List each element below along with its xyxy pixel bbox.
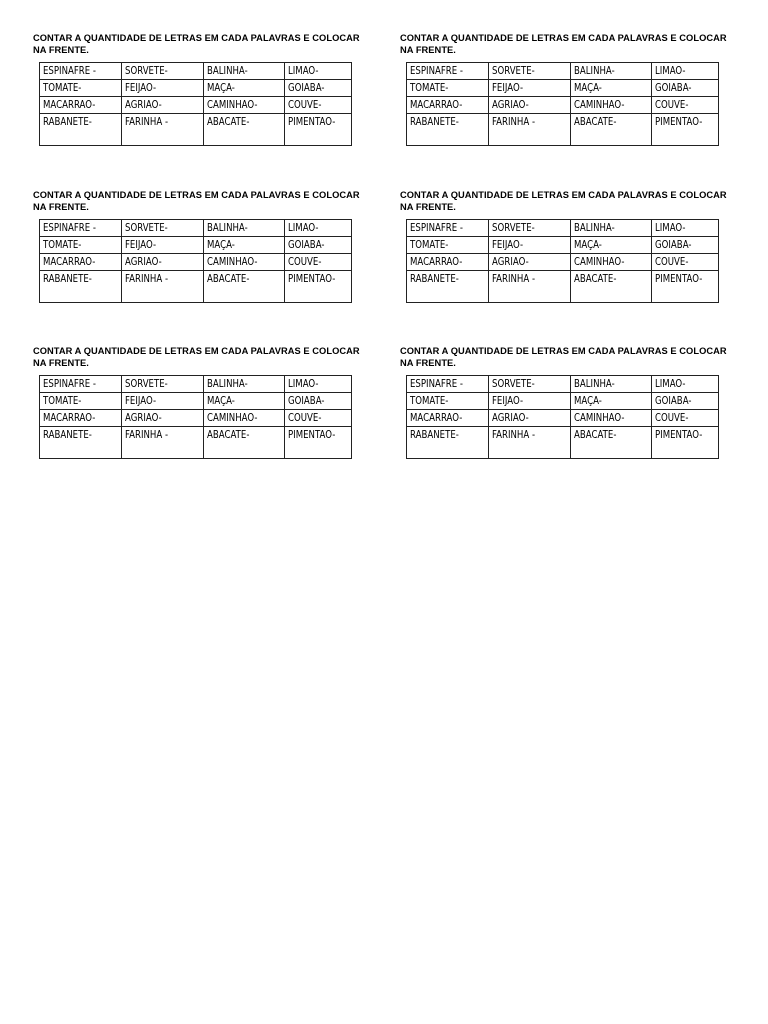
word-cell: PIMENTAO- — [652, 427, 719, 459]
table-row — [407, 393, 719, 410]
word-cell: ABACATE- — [204, 427, 285, 459]
worksheet-1 — [33, 32, 363, 128]
worksheet-4 — [400, 189, 730, 285]
worksheet-title: CONTAR A QUANTIDADE DE LETRAS EM CADA PALAVRAS E COLOCAR NA FRENTE. — [400, 190, 727, 212]
table-row — [40, 427, 352, 459]
word-cell: FARINHA - — [489, 427, 571, 459]
word-cell: FEIJAO- — [489, 393, 571, 410]
table-row — [40, 80, 352, 97]
worksheet-title: CONTAR A QUANTIDADE DE LETRAS EM CADA PALAVRAS E COLOCAR NA FRENTE. — [33, 190, 360, 212]
word-cell: LIMAO- — [285, 63, 352, 80]
word-cell: MAÇA- — [571, 80, 652, 97]
word-cell: CAMINHAO- — [571, 97, 652, 114]
word-table — [406, 219, 719, 303]
word-cell: ABACATE- — [204, 114, 285, 146]
word-cell: SORVETE- — [489, 63, 571, 80]
table-row — [40, 97, 352, 114]
table-row — [40, 271, 352, 303]
word-cell: RABANETE- — [407, 427, 489, 459]
table-row — [407, 410, 719, 427]
table-row — [407, 427, 719, 459]
word-cell: TOMATE- — [40, 237, 122, 254]
word-cell: GOIABA- — [652, 393, 719, 410]
word-table — [39, 219, 352, 303]
word-cell: MAÇA- — [204, 80, 285, 97]
word-cell: MACARRAO- — [407, 254, 489, 271]
word-cell: SORVETE- — [122, 63, 204, 80]
word-cell: TOMATE- — [407, 237, 489, 254]
word-cell: CAMINHAO- — [571, 410, 652, 427]
word-cell: ESPINAFRE - — [40, 376, 122, 393]
word-cell: CAMINHAO- — [204, 410, 285, 427]
word-cell: COUVE- — [652, 97, 719, 114]
word-cell: SORVETE- — [489, 376, 571, 393]
word-cell: RABANETE- — [40, 271, 122, 303]
table-row — [40, 254, 352, 271]
word-cell: SORVETE- — [122, 376, 204, 393]
word-cell: MAÇA- — [204, 237, 285, 254]
word-table — [406, 62, 719, 146]
word-table — [39, 375, 352, 459]
word-cell: MACARRAO- — [407, 410, 489, 427]
word-cell: FEIJAO- — [489, 237, 571, 254]
word-cell: FARINHA - — [122, 427, 204, 459]
word-cell: SORVETE- — [489, 220, 571, 237]
table-row — [407, 220, 719, 237]
word-cell: PIMENTAO- — [285, 114, 352, 146]
table-row — [40, 220, 352, 237]
worksheet-2 — [400, 32, 730, 128]
word-cell: BALINHA- — [204, 376, 285, 393]
word-cell: GOIABA- — [285, 393, 352, 410]
word-cell: CAMINHAO- — [571, 254, 652, 271]
word-cell: TOMATE- — [407, 393, 489, 410]
table-row — [407, 80, 719, 97]
word-cell: AGRIAO- — [122, 254, 204, 271]
word-cell: LIMAO- — [285, 220, 352, 237]
word-cell: ESPINAFRE - — [407, 220, 489, 237]
worksheet-title: CONTAR A QUANTIDADE DE LETRAS EM CADA PALAVRAS E COLOCAR NA FRENTE. — [400, 346, 727, 368]
word-cell: MACARRAO- — [40, 254, 122, 271]
word-cell: CAMINHAO- — [204, 97, 285, 114]
word-cell: COUVE- — [652, 254, 719, 271]
word-cell: GOIABA- — [285, 80, 352, 97]
word-cell: MAÇA- — [571, 393, 652, 410]
word-cell: PIMENTAO- — [285, 427, 352, 459]
word-cell: AGRIAO- — [122, 97, 204, 114]
word-cell: RABANETE- — [407, 271, 489, 303]
word-cell: BALINHA- — [571, 376, 652, 393]
word-cell: ESPINAFRE - — [40, 220, 122, 237]
table-row — [40, 376, 352, 393]
word-cell: ABACATE- — [571, 427, 652, 459]
word-cell: TOMATE- — [40, 393, 122, 410]
word-cell: GOIABA- — [652, 80, 719, 97]
word-cell: RABANETE- — [40, 114, 122, 146]
word-cell: MAÇA- — [204, 393, 285, 410]
worksheet-3 — [33, 189, 363, 285]
word-cell: TOMATE- — [40, 80, 122, 97]
word-cell: BALINHA- — [204, 63, 285, 80]
word-cell: ABACATE- — [571, 114, 652, 146]
word-cell: ABACATE- — [571, 271, 652, 303]
word-cell: TOMATE- — [407, 80, 489, 97]
word-cell: PIMENTAO- — [285, 271, 352, 303]
word-cell: ESPINAFRE - — [407, 376, 489, 393]
worksheet-6 — [400, 345, 730, 441]
table-row — [40, 237, 352, 254]
word-cell: GOIABA- — [652, 237, 719, 254]
word-cell: FARINHA - — [489, 114, 571, 146]
word-cell: SORVETE- — [122, 220, 204, 237]
word-cell: FARINHA - — [489, 271, 571, 303]
word-cell: FEIJAO- — [122, 80, 204, 97]
word-cell: MACARRAO- — [40, 97, 122, 114]
word-cell: COUVE- — [285, 254, 352, 271]
word-cell: FEIJAO- — [122, 393, 204, 410]
table-row — [407, 376, 719, 393]
word-cell: ABACATE- — [204, 271, 285, 303]
table-row — [407, 254, 719, 271]
word-table — [406, 375, 719, 459]
word-cell: BALINHA- — [204, 220, 285, 237]
word-cell: BALINHA- — [571, 220, 652, 237]
word-cell: RABANETE- — [407, 114, 489, 146]
word-cell: LIMAO- — [285, 376, 352, 393]
worksheet-title: CONTAR A QUANTIDADE DE LETRAS EM CADA PALAVRAS E COLOCAR NA FRENTE. — [400, 33, 727, 55]
word-cell: ESPINAFRE - — [40, 63, 122, 80]
word-cell: AGRIAO- — [489, 410, 571, 427]
word-cell: GOIABA- — [285, 237, 352, 254]
word-cell: PIMENTAO- — [652, 271, 719, 303]
table-row — [40, 410, 352, 427]
word-cell: FARINHA - — [122, 271, 204, 303]
table-row — [407, 97, 719, 114]
word-cell: AGRIAO- — [489, 97, 571, 114]
worksheet-5 — [33, 345, 363, 441]
word-cell: AGRIAO- — [489, 254, 571, 271]
table-row — [407, 63, 719, 80]
word-cell: FARINHA - — [122, 114, 204, 146]
word-cell: MAÇA- — [571, 237, 652, 254]
word-cell: BALINHA- — [571, 63, 652, 80]
word-cell: COUVE- — [285, 97, 352, 114]
table-row — [407, 237, 719, 254]
word-cell: CAMINHAO- — [204, 254, 285, 271]
word-cell: MACARRAO- — [407, 97, 489, 114]
word-cell: ESPINAFRE - — [407, 63, 489, 80]
table-row — [40, 114, 352, 146]
word-cell: AGRIAO- — [122, 410, 204, 427]
worksheet-title: CONTAR A QUANTIDADE DE LETRAS EM CADA PALAVRAS E COLOCAR NA FRENTE. — [33, 33, 360, 55]
word-cell: FEIJAO- — [122, 237, 204, 254]
table-row — [407, 271, 719, 303]
word-cell: LIMAO- — [652, 63, 719, 80]
worksheet-title: CONTAR A QUANTIDADE DE LETRAS EM CADA PALAVRAS E COLOCAR NA FRENTE. — [33, 346, 360, 368]
word-cell: RABANETE- — [40, 427, 122, 459]
word-cell: FEIJAO- — [489, 80, 571, 97]
table-row — [40, 63, 352, 80]
word-cell: COUVE- — [285, 410, 352, 427]
word-cell: LIMAO- — [652, 220, 719, 237]
table-row — [407, 114, 719, 146]
word-cell: LIMAO- — [652, 376, 719, 393]
word-cell: PIMENTAO- — [652, 114, 719, 146]
word-table — [39, 62, 352, 146]
word-cell: COUVE- — [652, 410, 719, 427]
table-row — [40, 393, 352, 410]
word-cell: MACARRAO- — [40, 410, 122, 427]
